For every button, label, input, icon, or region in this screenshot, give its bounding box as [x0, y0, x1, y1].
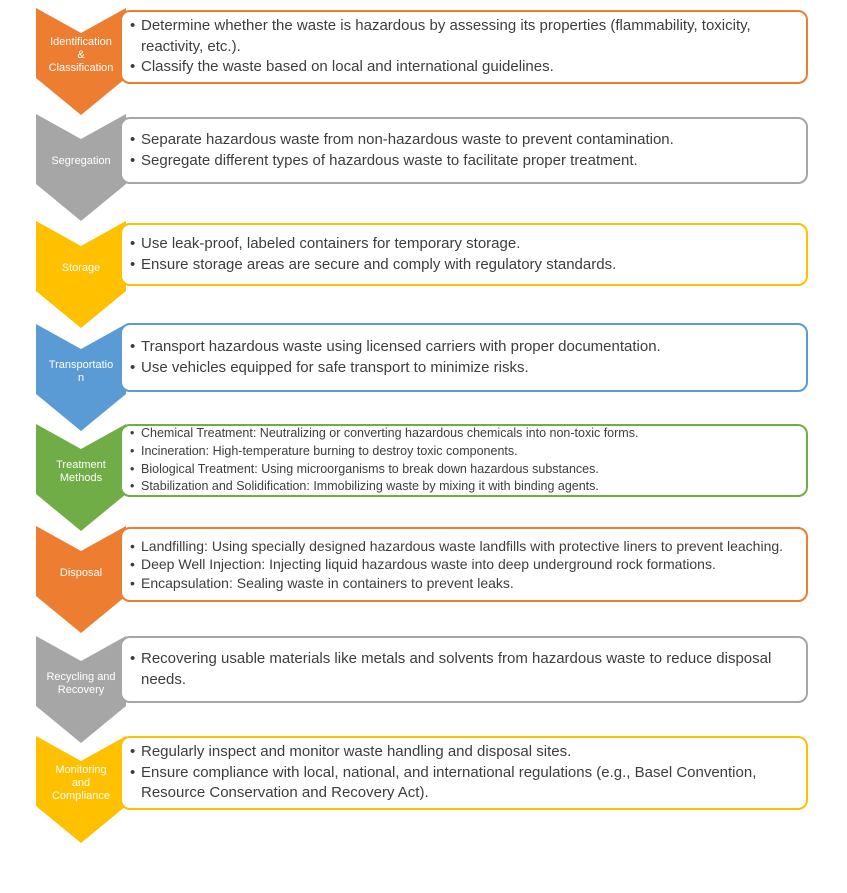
step-section-recycling-recovery [36, 636, 812, 746]
list-item: • Ensure storage areas are secure and comply with regulatory standards. [129, 255, 792, 276]
step-section-segregation [36, 114, 812, 224]
step-detail-box [120, 424, 808, 497]
step-label: Identification & Classification [48, 36, 114, 74]
bullet-list [129, 16, 792, 78]
step-section-treatment-methods [36, 424, 812, 534]
step-detail-box [120, 10, 808, 84]
step-detail-box [120, 527, 808, 602]
list-item: • Biological Treatment: Using microorganisms to break down hazardous substances. [129, 461, 792, 479]
step-detail-box [120, 323, 808, 392]
bullet-list [129, 649, 792, 690]
list-item: • Encapsulation: Sealing waste in containers to prevent leaks. [129, 574, 792, 592]
list-item: • Classify the waste based on local and international guidelines. [129, 57, 792, 78]
bullet-list [129, 537, 792, 592]
list-item: • Transport hazardous waste using licensed carriers with proper documentation. [129, 337, 792, 358]
step-label: Segregation [51, 155, 111, 168]
list-item: • Regularly inspect and monitor waste handling and disposal sites. [129, 742, 792, 763]
list-item: • Incineration: High-temperature burning to destroy toxic components. [129, 443, 792, 461]
list-item: • Landfilling: Using specially designed hazardous waste landfills with protective liners to prevent leaching. [129, 537, 792, 555]
list-item: • Deep Well Injection: Injecting liquid hazardous waste into deep underground rock formations. [129, 555, 792, 573]
step-detail-box [120, 736, 808, 810]
list-item: • Separate hazardous waste from non-hazardous waste to prevent contamination. [129, 130, 792, 151]
list-item: • Chemical Treatment: Neutralizing or converting hazardous chemicals into non-toxic forms. [129, 425, 792, 443]
list-item: • Use leak-proof, labeled containers for temporary storage. [129, 234, 792, 255]
list-item: • Determine whether the waste is hazardous by assessing its properties (flammability, toxicity, reactivity, etc.). [129, 16, 792, 57]
step-section-disposal [36, 526, 812, 636]
step-label: Recycling and Recovery [46, 670, 116, 696]
step-label: Storage [61, 262, 101, 275]
bullet-list [129, 425, 792, 496]
step-section-storage [36, 221, 812, 331]
list-item: • Stabilization and Solidification: Immobilizing waste by mixing it with binding agents. [129, 478, 792, 496]
step-detail-box [120, 223, 808, 286]
step-label: Disposal [59, 567, 103, 580]
step-section-transportation [36, 324, 812, 434]
step-section-identification [36, 8, 812, 118]
bullet-list [129, 130, 792, 171]
step-label: Transportation [48, 358, 114, 384]
list-item: • Segregate different types of hazardous waste to facilitate proper treatment. [129, 151, 792, 172]
list-item: • Ensure compliance with local, national, and international regulations (e.g., Basel Convention, Resource Conservation and Recovery Act). [129, 763, 792, 804]
bullet-list [129, 234, 792, 275]
step-detail-box [120, 117, 808, 184]
list-item: • Recovering usable materials like metals and solvents from hazardous waste to reduce disposal needs. [129, 649, 792, 690]
bullet-list [129, 337, 792, 378]
bullet-list [129, 742, 792, 804]
step-detail-box [120, 636, 808, 703]
step-label: Monitoring and Compliance [51, 764, 111, 802]
step-section-monitoring-compliance [36, 736, 812, 846]
step-label: Treatment Methods [56, 458, 106, 484]
list-item: • Use vehicles equipped for safe transport to minimize risks. [129, 358, 792, 379]
